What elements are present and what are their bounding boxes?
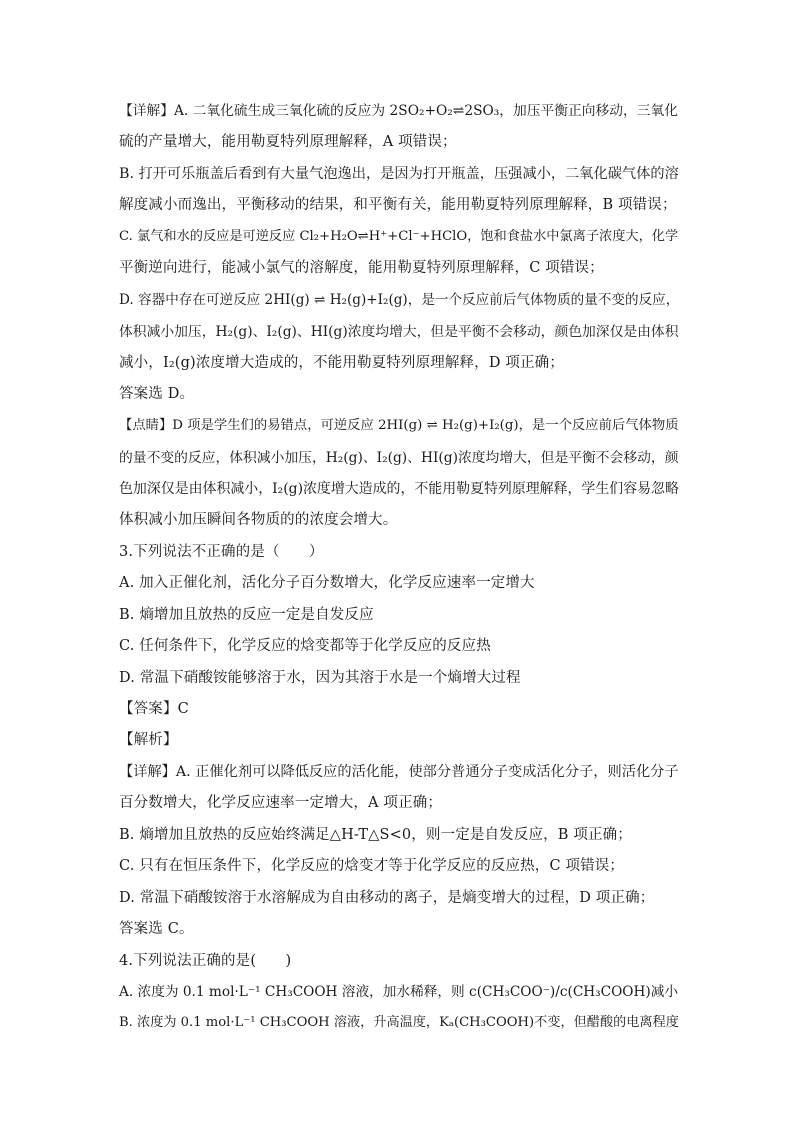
option-a: A. 加入正催化剂，活化分子百分数增大，化学反应速率一定增大	[119, 575, 535, 591]
text-line: 体积减小加压瞬间各物质的的浓度会增大。	[119, 512, 398, 528]
text-line: 体积减小加压，H₂(g)、I₂(g)、HI(g)浓度均增大，但是平衡不会移动，颜色加深仅是由体积	[119, 324, 679, 340]
text-line: B. 熵增加且放热的反应始终满足△H-T△S<0，则一定是自发反应，B 项正确；	[119, 827, 632, 843]
text-line: 减小，I₂(g)浓度增大造成的，不能用勒夏特列原理解释，D 项正确；	[119, 355, 564, 371]
text-line: 答案选 D。	[119, 386, 195, 402]
question-stem: 3.下列说法不正确的是（ ）	[119, 544, 324, 560]
text-line: 百分数增大，化学反应速率一定增大，A 项正确；	[119, 795, 443, 811]
question-stem: 4.下列说法正确的是( )	[119, 953, 292, 969]
text-line: 答案选 C。	[119, 921, 194, 937]
text-line: 的量不变的反应，体积减小加压，H₂(g)、I₂(g)、HI(g)浓度均增大，但是平衡不会移动，颜	[119, 450, 679, 466]
option-a: A. 浓度为 0.1 mol·L⁻¹ CH₃COOH 溶液，加水稀释，则 c(CH₃COO⁻)/c(CH₃COOH)减小	[119, 984, 679, 1000]
text-line: 【点睛】D 项是学生们的易错点，可逆反应 2HI(g) ⇌ H₂(g)+I₂(g)，是一个反应前后气体物质	[119, 418, 679, 433]
text-line: C. 只有在恒压条件下，化学反应的焓变才等于化学反应的反应热，C 项错误；	[119, 858, 625, 874]
option-b: B. 浓度为 0.1 mol·L⁻¹ CH₃COOH 溶液，升高温度，Kₐ(CH₃COOH)不变，但醋酸的电离程度	[119, 1015, 679, 1030]
option-b: B. 熵增加且放热的反应一定是自发反应	[119, 607, 374, 623]
text-line: 色加深仅是由体积减小，I₂(g)浓度增大造成的，不能用勒夏特列原理解释，学生们容易忽略	[119, 481, 679, 497]
text-line: D. 常温下硝酸铵溶于水溶解成为自由移动的离子，是熵变增大的过程，D 项正确；	[119, 890, 655, 906]
text-line: 【详解】A. 正催化剂可以降低反应的活化能，使部分普通分子变成活化分子，则活化分子	[119, 764, 679, 780]
answer-label: 【答案】C	[119, 701, 189, 717]
option-c: C. 任何条件下，化学反应的焓变都等于化学反应的反应热	[119, 638, 491, 654]
text-line: D. 容器中存在可逆反应 2HI(g) ⇌ H₂(g)+I₂(g)，是一个反应前后气体物质的量不变的反应，	[119, 292, 680, 308]
option-d: D. 常温下硝酸铵能够溶于水，因为其溶于水是一个熵增大过程	[119, 670, 521, 686]
text-line: 【详解】A. 二氧化硫生成三氧化硫的反应为 2SO₂+O₂⇌2SO₃，加压平衡正向移动，三氧化	[119, 103, 679, 119]
text-line: 解度减小而逸出，平衡移动的结果，和平衡有关，能用勒夏特列原理解释，B 项错误；	[119, 197, 677, 213]
text-line: 平衡逆向进行，能减小氯气的溶解度，能用勒夏特列原理解释，C 项错误；	[119, 260, 604, 276]
text-line: C. 氯气和水的反应是可逆反应 Cl₂+H₂O⇌H⁺+Cl⁻+HClO，饱和食盐水中氯离子浓度大，化学	[119, 229, 679, 244]
text-line: B. 打开可乐瓶盖后看到有大量气泡逸出，是因为打开瓶盖，压强减小，二氧化碳气体的溶	[119, 166, 679, 182]
text-line: 硫的产量增大，能用勒夏特列原理解释，A 项错误；	[119, 134, 457, 150]
analysis-heading: 【解析】	[119, 732, 178, 748]
